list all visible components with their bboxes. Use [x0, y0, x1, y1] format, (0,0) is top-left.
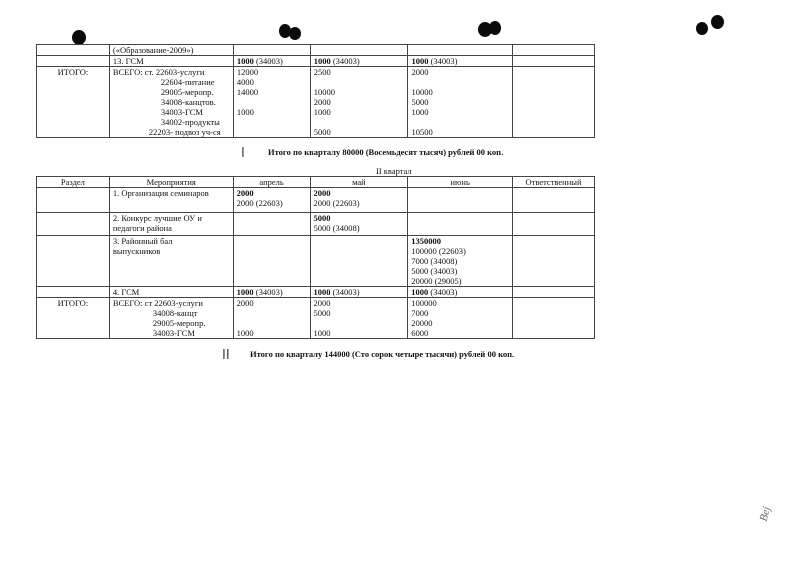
quarter2-title: II квартал	[376, 166, 412, 176]
quarter2-total: Итого по кварталу 144000 (Сто сорок четыре тысячи) рублей 00 коп.	[250, 349, 515, 359]
table-cell: 2000 2000 (22603)	[310, 188, 408, 213]
values-cell: 100000 7000 20000 6000	[408, 298, 513, 339]
column-header: Мероприятия	[109, 177, 233, 188]
event-cell: 1. Организация семинаров	[109, 188, 233, 213]
event-cell: 3. Районный бал выпускников	[109, 236, 233, 287]
redaction-mark	[72, 30, 86, 45]
quarter2-table	[36, 176, 595, 339]
table-row	[37, 45, 595, 56]
gsm-label: 13. ГСМ	[109, 56, 233, 67]
column-header: май	[310, 177, 408, 188]
values-cell: 2500 10000 2000 1000 5000	[310, 67, 408, 138]
table-row	[37, 236, 595, 287]
table-cell: 5000 5000 (34008)	[310, 213, 408, 236]
column-header: апрель	[233, 177, 310, 188]
event-cell: 2. Конкурс лучшие ОУ и педагоги района	[109, 213, 233, 236]
redaction-mark	[289, 27, 301, 40]
redaction-mark	[711, 15, 724, 29]
table-row	[37, 298, 595, 339]
values-cell: 2000 1000	[233, 298, 310, 339]
table-cell: 1000 (34003)	[233, 56, 310, 67]
values-cell: 12000 4000 14000 1000	[233, 67, 310, 138]
table-cell: 1000 (34003)	[310, 287, 408, 298]
column-header: Ответственный	[513, 177, 595, 188]
values-cell: 2000 10000 5000 1000 10500	[408, 67, 513, 138]
itogo-label: ИТОГО:	[37, 67, 110, 138]
table-row	[37, 188, 595, 213]
event-cell: 4. ГСМ	[109, 287, 233, 298]
program-name: («Образование-2009»)	[109, 45, 233, 56]
table-row	[37, 213, 595, 236]
column-header: Раздел	[37, 177, 110, 188]
table-cell: 1350000 100000 (22603) 7000 (34008) 5000 (34003) 20000 (29005)	[408, 236, 513, 287]
itogo-label: ИТОГО:	[37, 298, 110, 339]
margin-handwriting: Bej	[757, 505, 774, 523]
table-cell: 1000 (34003)	[408, 287, 513, 298]
table-row	[37, 67, 595, 138]
items-cell: ВСЕГО: ст. 22603-услуги 22604-питание 29005-меропр. 34008-канцтов. 34003-ГСМ 34002-продукты 22203- подвоз уч-ся	[109, 67, 233, 138]
items-cell: ВСЕГО: ст 22603-услуги 34008-канцт 29005-меропр. 34003-ГСМ	[109, 298, 233, 339]
table-row	[37, 287, 595, 298]
column-header: июнь	[408, 177, 513, 188]
table-cell: 1000 (34003)	[408, 56, 513, 67]
quarter1-table	[36, 44, 595, 138]
table-cell: 1000 (34003)	[310, 56, 408, 67]
values-cell: 2000 5000 1000	[310, 298, 408, 339]
table-header-row	[37, 177, 595, 188]
table-cell: 2000 2000 (22603)	[233, 188, 310, 213]
quarter1-total: Итого по кварталу 80000 (Восемьдесят тысяч) рублей 00 коп.	[268, 147, 504, 157]
redaction-mark	[489, 21, 501, 35]
redaction-mark	[696, 22, 708, 35]
quarter2-mark: II	[222, 348, 230, 363]
table-cell: 1000 (34003)	[233, 287, 310, 298]
quarter1-mark: I	[241, 146, 245, 161]
table-row	[37, 56, 595, 67]
